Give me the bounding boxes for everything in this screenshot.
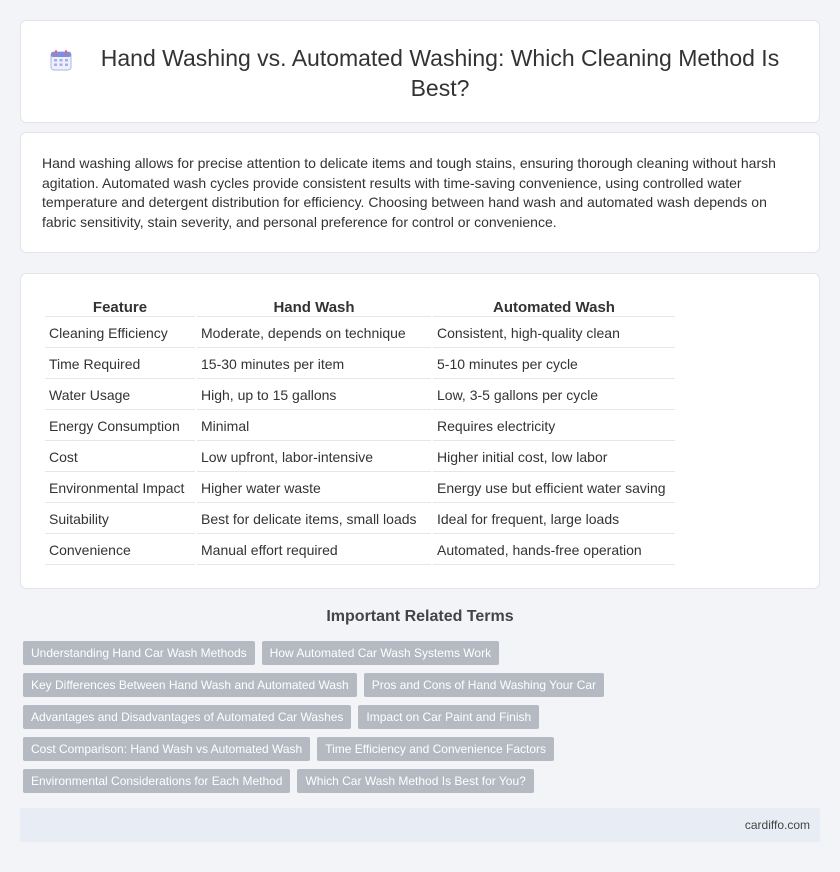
related-term-link[interactable]: Pros and Cons of Hand Washing Your Car (364, 673, 604, 697)
related-term-link[interactable]: Key Differences Between Hand Wash and Automated Wash (23, 673, 357, 697)
table-row (45, 443, 675, 472)
related-term-link[interactable]: Impact on Car Paint and Finish (358, 705, 539, 729)
comparison-card (20, 273, 820, 589)
cell-automated-wash: Higher initial cost, low labor (433, 443, 675, 472)
related-terms-list (23, 641, 803, 801)
cell-feature: Convenience (45, 536, 195, 565)
table-row (45, 350, 675, 379)
cell-automated-wash: 5-10 minutes per cycle (433, 350, 675, 379)
cell-automated-wash: Consistent, high-quality clean (433, 319, 675, 348)
header-hand-wash: Hand Wash (197, 295, 431, 317)
cell-automated-wash: Energy use but efficient water saving (433, 474, 675, 503)
intro-card (20, 132, 820, 253)
table-row (45, 412, 675, 441)
cell-automated-wash: Requires electricity (433, 412, 675, 441)
cell-feature: Cleaning Efficiency (45, 319, 195, 348)
cell-feature: Energy Consumption (45, 412, 195, 441)
cell-hand-wash: Best for delicate items, small loads (197, 505, 431, 534)
page-title: Hand Washing vs. Automated Washing: Which Cleaning Method Is Best? (100, 45, 780, 101)
related-terms-heading: Important Related Terms (326, 608, 514, 625)
intro-paragraph: Hand washing allows for precise attention to delicate items and tough stains, ensuring thorough cleaning without harsh agitation. Automated wash cycles provide consistent results with time-saving convenience, using controlled water temperature and detergent distribution for efficiency. Choosing between hand wash and automated wash depends on fabric sensitivity, stain severity, and personal preference for control or convenience. (42, 155, 776, 230)
header-automated-wash: Automated Wash (433, 295, 675, 317)
cell-feature: Time Required (45, 350, 195, 379)
cell-automated-wash: Low, 3-5 gallons per cycle (433, 381, 675, 410)
cell-hand-wash: Higher water waste (197, 474, 431, 503)
table-header-row (45, 295, 675, 317)
related-term-link[interactable]: How Automated Car Wash Systems Work (262, 641, 499, 665)
footer (20, 808, 820, 842)
cell-automated-wash: Ideal for frequent, large loads (433, 505, 675, 534)
cell-automated-wash: Automated, hands-free operation (433, 536, 675, 565)
cell-feature: Water Usage (45, 381, 195, 410)
related-term-link[interactable]: Time Efficiency and Convenience Factors (317, 737, 554, 761)
table-row (45, 505, 675, 534)
tag-row (23, 737, 803, 761)
tag-row (23, 769, 803, 793)
table-row (45, 536, 675, 565)
calendar-icon (49, 48, 73, 72)
site-name: cardiffo.com (744, 818, 810, 832)
related-term-link[interactable]: Understanding Hand Car Wash Methods (23, 641, 255, 665)
table-row (45, 319, 675, 348)
title-card (20, 20, 820, 123)
cell-feature: Cost (45, 443, 195, 472)
cell-hand-wash: Manual effort required (197, 536, 431, 565)
cell-hand-wash: Low upfront, labor-intensive (197, 443, 431, 472)
cell-feature: Environmental Impact (45, 474, 195, 503)
tag-row (23, 641, 803, 665)
related-term-link[interactable]: Cost Comparison: Hand Wash vs Automated Wash (23, 737, 310, 761)
table-row (45, 381, 675, 410)
cell-hand-wash: Moderate, depends on technique (197, 319, 431, 348)
related-term-link[interactable]: Which Car Wash Method Is Best for You? (297, 769, 533, 793)
table-row (45, 474, 675, 503)
related-term-link[interactable]: Environmental Considerations for Each Method (23, 769, 290, 793)
comparison-table (43, 293, 677, 567)
cell-hand-wash: Minimal (197, 412, 431, 441)
cell-hand-wash: High, up to 15 gallons (197, 381, 431, 410)
header-feature: Feature (45, 295, 195, 317)
related-term-link[interactable]: Advantages and Disadvantages of Automated Car Washes (23, 705, 351, 729)
cell-hand-wash: 15-30 minutes per item (197, 350, 431, 379)
tag-row (23, 705, 803, 729)
cell-feature: Suitability (45, 505, 195, 534)
tag-row (23, 673, 803, 697)
